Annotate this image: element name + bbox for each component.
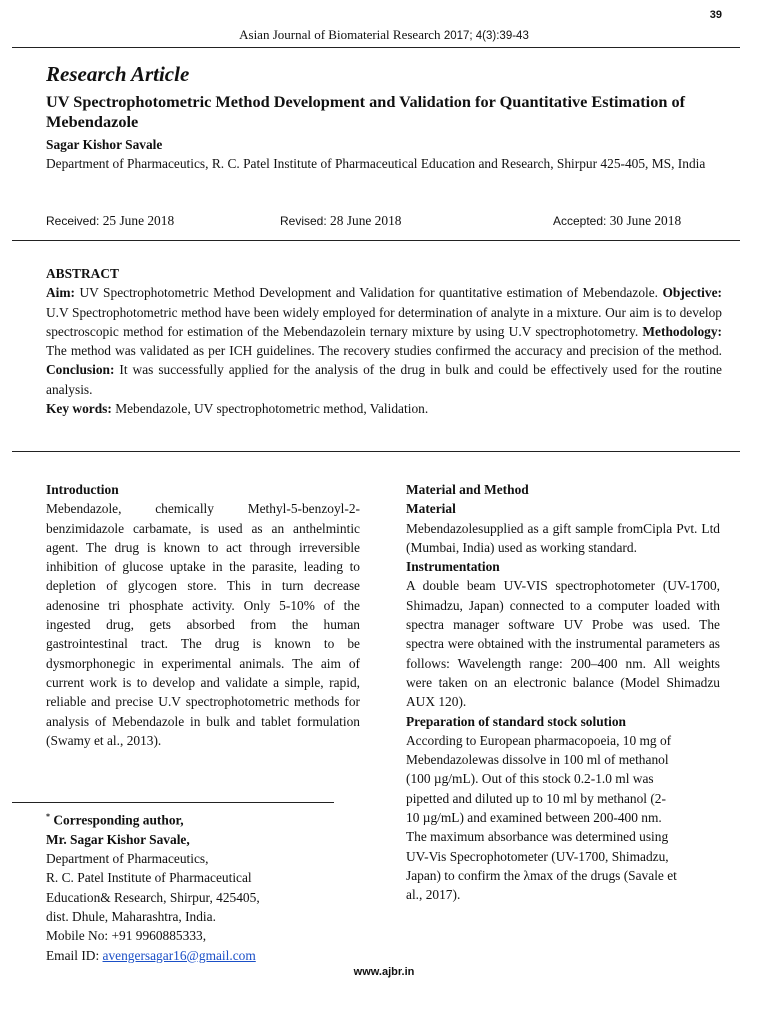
article-title: UV Spectrophotometric Method Development and Validation for Quantitative Estimation of Mebendazole [46,92,686,131]
corresponding-line: Department of Pharmaceutics, [46,851,209,867]
abstract-body [46,283,722,399]
stock-line: al., 2017). [406,887,461,903]
conclusion-text: It was successfully applied for the analysis of the drug in bulk and could be effectively used for the routine analysis. [46,362,722,397]
journal-reference: 2017; 4(3):39-43 [443,30,529,42]
objective-label: Objective: [662,285,722,301]
received-date [46,213,174,229]
accepted-value: 30 June 2018 [609,213,682,228]
footer-url: www.ajbr.in [353,966,415,978]
corresponding-line: Education& Research, Shirpur, 425405, [46,889,260,905]
corresponding-heading: Corresponding author, [53,812,184,828]
material-text: Mebendazolesupplied as a gift sample fromCipla Pvt. Ltd (Mumbai, India) used as working standard. [406,520,720,555]
introduction-text: Mebendazole, chemically Methyl-5-benzoyl-2-benzimidazole carbamate, is used as an anthelmintic agent. The drug is known to act through irreversible inhibition of glucose uptake in the parasite, leading to depletion of glycogen store. This in turn decrease adenosine tri phosphate activity. Only 5-10% of the ingested drug, gets absorbed from the human gastrointestinal tract. The drug is known to be dysmorphonegic in experimental animals. The aim of current work is to develop and validate a simple, rapid, reliable and precise U.V spectrophotometric methods for analysis of Mebendazole in bulk and tablet formulation (Swamy et al., 2013). [46,501,360,748]
accepted-date [553,213,681,229]
objective-text: U.V Spectrophotometric method have been widely employed for determination of analyte in a mixture. Our aim is to develop spectroscopic method for estimation of the Mebendazolein ternary mixture by using U.V spectrophotometry. [46,304,722,339]
corresponding-name: Mr. Sagar Kishor Savale, [46,831,190,847]
abstract-divider [12,451,740,452]
corresponding-line: Mobile No: +91 9960885333, [46,928,207,944]
stock-line: The maximum absorbance was determined using [406,829,669,845]
methodology-label: Methodology: [642,323,722,339]
header-divider [12,47,740,48]
methodology-text: The method was validated as per ICH guidelines. The recovery studies confirmed the accuracy and precision of the method. [46,343,722,359]
stock-line: According to European pharmacopoeia, 10 mg of [406,732,672,748]
page-number: 39 [709,9,722,21]
abstract-block [46,264,722,418]
stock-line: (100 µg/mL). Out of this stock 0.2-1.0 ml was [406,771,654,787]
introduction-heading: Introduction [46,482,119,497]
stock-line: Japan) to confirm the λmax of the drugs (Savale et [406,867,677,883]
instrumentation-heading: Instrumentation [406,559,500,575]
stock-solution-text [406,731,720,905]
stock-solution-heading: Preparation of standard stock solution [406,713,626,729]
keywords-label: Key words: [46,401,112,417]
keywords [46,399,722,418]
instrumentation-text: A double beam UV-VIS spectrophotometer (UV-1700, Shimadzu, Japan) connected to a computer loaded with spectra manager software UV Probe was used. The spectra were obtained with the instrumental parameters as follows: Wavelength range: 200–400 nm. All weights were taken on an electronic balance (Model Shimadzu AUX 120). [406,578,720,710]
author-name: Sagar Kishor Savale [46,137,163,152]
stock-line: pipetted and diluted up to 10 ml by methanol (2- [406,790,666,806]
received-label: Received: [46,214,100,228]
author-affiliation: Department of Pharmaceutics, R. C. Patel Institute of Pharmaceutical Education and Research, Shirpur 425-405, MS, India [46,156,706,171]
aim-text: UV Spectrophotometric Method Development and Validation for quantitative estimation of Mebendazole. [75,285,663,301]
abstract-heading: ABSTRACT [46,266,119,281]
revised-value: 28 June 2018 [330,213,402,228]
introduction-section [46,480,360,750]
revised-label: Revised: [280,214,327,228]
keywords-text: Mebendazole, UV spectrophotometric method, Validation. [111,401,429,417]
accepted-label: Accepted: [553,214,607,228]
email-label: Email ID: [46,947,103,963]
stock-line: UV-Vis Specrophotometer (UV-1700, Shimadzu, [406,848,669,864]
corresponding-author-block [46,807,346,965]
methods-heading: Material and Method [406,482,529,497]
revised-date [280,213,401,229]
journal-header [0,27,768,43]
methods-section [406,480,720,905]
corresponding-line: dist. Dhule, Maharashtra, India. [46,908,216,924]
footnote-divider [12,802,334,803]
material-heading: Material [406,501,456,517]
stock-line: Mebendazolewas dissolve in 100 ml of methanol [406,752,669,768]
corresponding-line: R. C. Patel Institute of Pharmaceutical [46,870,252,886]
article-type: Research Article [46,62,190,86]
stock-line: 10 µg/mL) and examined between 200-400 nm. [406,810,662,826]
aim-label: Aim: [46,285,76,301]
journal-name: Asian Journal of Biomaterial Research [239,27,441,42]
dates-divider [12,240,740,241]
received-value: 25 June 2018 [102,213,175,228]
footnote-marker: * [46,812,50,821]
email-link[interactable]: avengersagar16@gmail.com [102,947,256,963]
conclusion-label: Conclusion: [46,362,115,378]
